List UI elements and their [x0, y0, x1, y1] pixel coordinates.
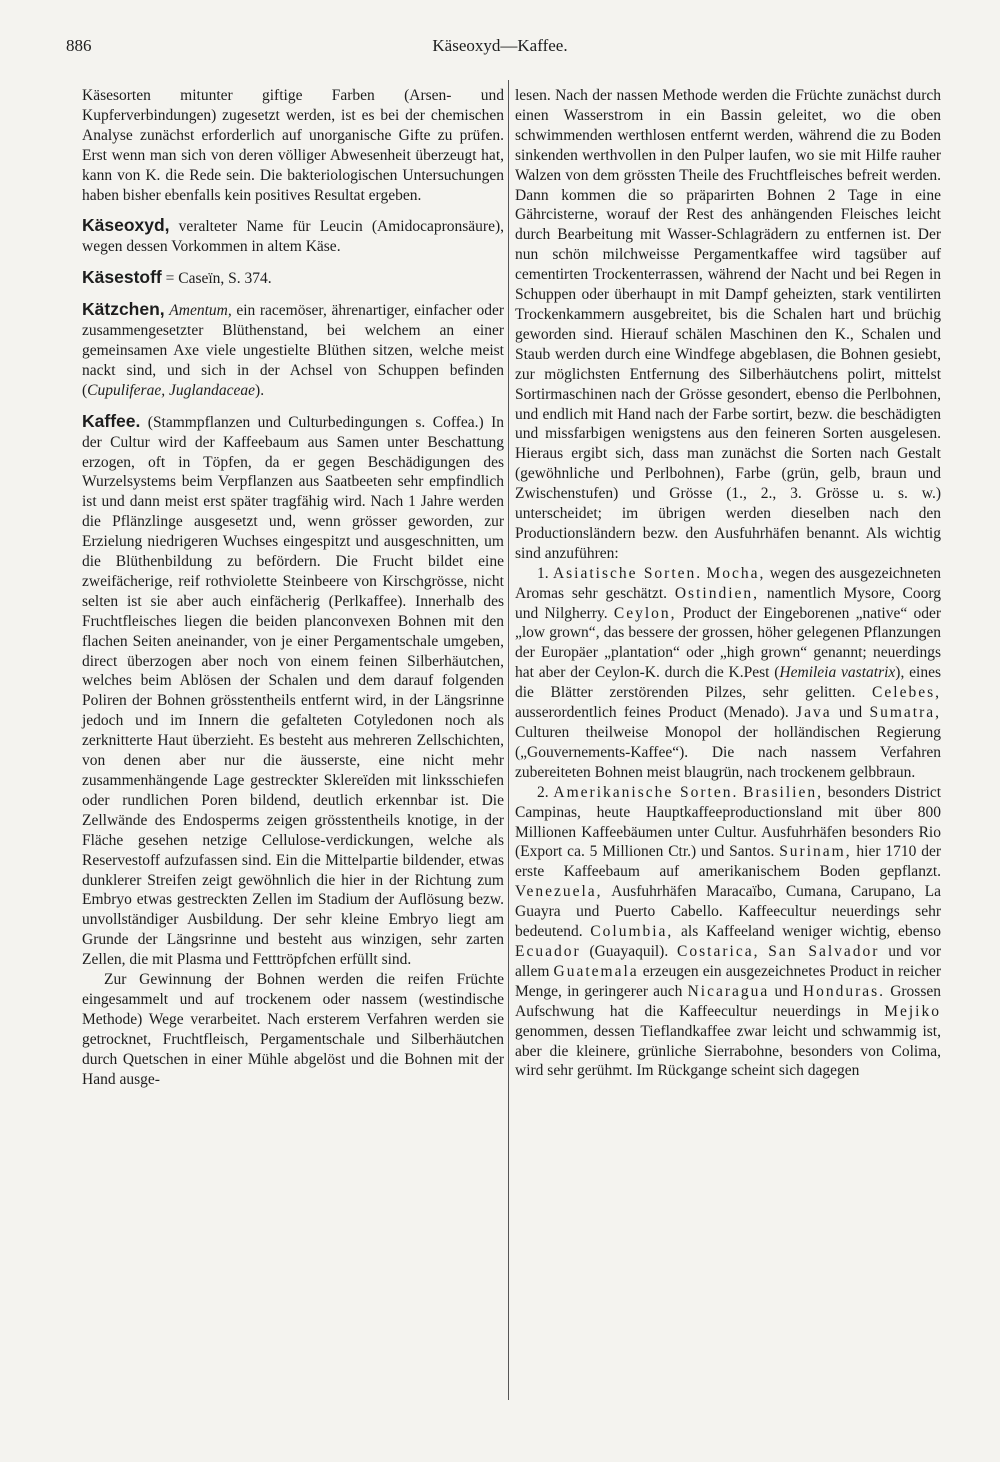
latin-amentum: Amentum, [169, 302, 232, 320]
left-column [82, 86, 504, 1090]
entry-kaesestoff [82, 268, 504, 289]
paragraph-kaesesorten: Käsesorten mitunter giftige Farben (Arsen- und Kupferverbindungen) zugesetzt werden, ist es bei der chemischen Analyse zunächst erforderlich auf unorganische Gifte zu prüfen. Erst wenn man sich von deren völliger Abwesenheit überzeugt hat, kann von K. die Rede sein. Die bakteriologischen Untersuchungen haben bisher ebenfalls kein positives Resultat ergeben. [82, 87, 504, 204]
place-celebes: Celebes, [872, 684, 941, 702]
place-ostindien: Ostindien, [674, 584, 760, 602]
section-number: 1. [537, 564, 553, 582]
text-kaetzchen-end: ). [255, 381, 265, 399]
text-kaesestoff: = Caseïn, S. 374. [161, 270, 272, 288]
place-mocha: Mocha, [706, 564, 766, 582]
text: namentlich Mysore, Coorg und Nilgherry. [515, 584, 941, 622]
text-kaetzchen: ein racemöser, ährenartiger, einfacher oder zusammengesetzter Blüthenstand, bei welchem an einer gemeinsamen Axe viele ungestielte Blüthen sitzen, welche meist nackt sind, und sich in der Achsel von Schuppen befinden ( [82, 302, 504, 399]
place-san-salvador: San Salvador [768, 942, 880, 960]
text: wegen des ausgezeichneten Aromas sehr geschätzt. [515, 564, 941, 602]
headword-kaetzchen: Kätzchen, [82, 299, 165, 320]
running-head: Käseoxyd—Kaffee. [432, 36, 568, 55]
families-kaetzchen: Cupuliferae, Juglandaceae [87, 381, 256, 399]
section-amerikanische-sorten [515, 783, 941, 1082]
column-rule [508, 80, 509, 1400]
text: Culturen theilweise Monopol der holländischen Regierung („Gouvernements-Kaffee“). Die nach nassem Verfahren zubereiteten Bohnen meist blaugrün, nach trockenem gelbbraun. [515, 724, 941, 781]
place-ceylon: Ceylon, [613, 604, 677, 622]
place-columbia: Columbia, [590, 923, 674, 941]
place-mejiko: Mejiko [884, 1002, 941, 1020]
right-column [515, 86, 941, 1081]
latin-hemileia: Hemileia vastatrix [779, 664, 896, 682]
text: erzeugen ein ausgezeichnetes Product in reicher Menge, in geringerer auch [515, 962, 941, 1000]
text: (Guayaquil). [580, 942, 678, 960]
place-honduras: Honduras. [802, 982, 886, 1000]
paragraph-nasse-methode: lesen. Nach der nassen Methode werden die Früchte zunächst durch einen Wasserstrom in ein Bassin geleitet, wo die oben schwimmenden werthlosen entfernt werden, während die zu Boden sinkenden werthvollen in den Pulper laufen, wo sie mit Hilfe rauher Walzen von dem grössten Theile des Fruchtfleisches befreit werden. Dann kommen die so präparirten Bohnen 2 Tage in eine Gährcisterne, worauf der Rest des anhängenden Fleisches leicht durch Bearbeitung mit Wasser-Schlagrädern zu entfernen ist. Der nun schön milchweisse Pergamentkaffee wird tagsüber auf cementirten Trockenterrassen, während der Nacht und bei Regen in Schuppen oder überhaupt in mit Dampf geheizten, stark ventilirten Trockenkammern ausgebreitet, bis die Schalen hart und brüchig geworden sind. Hierauf schälen Maschinen den K., Schalen und Staub werden durch eine Windfege abgeblasen, die Bohnen gesiebt, zur möglichsten Entfernung des Silberhäutchens polirt, mittelst Sortirmaschinen nach der Grösse gesondert, ebenso die Perlbohnen, und endlich mit Hand nach der Farbe sortirt, bezw. die beschädigten und missfarbigen wenigstens aus den feineren Sorten ausgelesen. Hieraus ergibt sich, dass man zunächst die Sorten nach Gestalt (gewöhnliche und Perlbohnen), Farbe (grün, gelb, braun und Zwischenstufen) und Grösse (1., 2., 3. Grösse u. s. w.) unterscheidet; im übrigen werden dieselben nach den Productionsländern bezw. den Ausfuhrhäfen benannt. Als wichtig sind anzuführen: [515, 87, 941, 562]
place-sumatra: Sumatra, [869, 704, 941, 722]
place-costarica: Costarica, [677, 942, 760, 960]
text: hier 1710 der erste Kaffeebaum auf amerikanischem Boden gepflanzt. [515, 843, 941, 881]
text: und vor allem [515, 942, 942, 980]
section-heading-asiatische: Asiatische Sorten. [552, 564, 703, 582]
text: und [831, 704, 870, 722]
text-kaeseoxyd: veralteter Name für Leucin (Amidocapronsäure), wegen dessen Vorkommen in altem Käse. [82, 218, 504, 256]
text: Ausfuhrhäfen Maracaïbo, Cumana, Carupano, La Guayra und Puerto Cabello. Kaffeecultur neuerdings sehr bedeutend. [515, 883, 941, 941]
headword-kaffee: Kaffee. [82, 410, 141, 431]
text: Product der Eingeborenen „native“ oder „low grown“, das bessere der grossen, höher gelegenen Pflanzungen der Europäer „plantation“ oder „high grown“ genannt; neuerdings hat aber der Ceylon-K. durch die K.Pest ( [515, 604, 941, 682]
entry-kaeseoxyd [82, 216, 504, 257]
headword-kaeseoxyd: Käseoxyd, [82, 215, 170, 236]
text: ), eines die Blätter zerstörenden Pilzes, sehr gelitten. [515, 664, 941, 702]
section-number: 2. [537, 783, 554, 801]
paragraph-kaffee-2: Zur Gewinnung der Bohnen werden die reifen Früchte eingesammelt und auf trockenem oder nassem (westindische Methode) Wege verarbeitet. Nach ersterem Verfahren werden sie getrocknet, Fruchtfleisch, Pergamentschale und Silberhäutchen durch Quetschen in einer Mühle abgelöst und die Bohnen mit der Hand ausge- [82, 971, 504, 1088]
text: genommen, dessen Tieflandkaffee zwar leicht und schwammig ist, aber die kleinere, grünliche Sierrabohne, besonders von Colima, wird sehr gerühmt. Im Rückgange scheint sich dagegen [515, 1022, 941, 1080]
section-asiatische-sorten [515, 564, 941, 783]
headword-kaesestoff: Käsestoff [82, 267, 162, 288]
place-venezuela: Venezuela, [515, 883, 603, 901]
place-surinam: Surinam, [779, 843, 852, 861]
place-guatemala: Guatemala [553, 962, 639, 980]
text [759, 943, 768, 960]
text: als Kaffeeland weniger wichtig, ebenso [673, 923, 942, 941]
section-heading-amerikanische: Amerikanische Sorten. [553, 783, 739, 801]
place-java: Java [796, 704, 832, 722]
text-kaffee-1: (Stammpflanzen und Culturbedingungen s. Coffea.) In der Cultur wird der Kaffeebaum aus Samen unter Beschattung erzogen, oft in Töpfen, da er gegen Beschädigungen des Wurzelsystems beim Verpflanzen aus Saatbeeten sehr empfindlich ist und dann meist erst später tragfähig wird. Nach 1 Jahre werden die Pflänzlinge ausgesetzt und, wenn grösser geworden, zur Erzielung niedrigeren Wuchses eingespitzt und ausgeschnitten, um die Blüthenbildung zu befördern. Die Frucht bildet eine zweifächerige, reif rothviolette Steinbeere von Kirschgrösse, nicht selten ist sie aber auch einfächerig (Perlkaffee). Innerhalb des Fruchtfleisches liegen die beiden planconvexen Bohnen mit den flachen Seiten aneinander, von je einer Pergamentschale umgeben, direct überzogen aber noch von einem feinen Silberhäutchen, welches beim Ablösen der Schalen und dem darauf folgenden Poliren der Bohnen grösstentheils entfernt wird, in der Längsrinne jedoch und im Innern die gefalteten Cotyledonen noch als zerknitterte Haut überzieht. Es besteht aus mehreren Zellschichten, von denen aber nur die äusserste, eine nicht mehr zusammenhängende Lage gestreckter Sklereïden mit linksschiefen oder rundlichen Poren bildend, deutlich erkennbar ist. Die Zellwände des Endosperms zeigen grösstentheils knotige, in der Fläche gesehen netzige Cellulose-verdickungen, welche als Reservestoff aufzufassen sind. Ein die Mittelpartie bildender, etwas dunklerer Streifen zeigt gewöhnlich die hier in der Richtung zum Embryo etwas gestreckten Zellen im Stadium der Auflösung bezw. unvollständiger Ausbildung. Der sehr kleine Embryo liegt am Grunde der Längsrinne und besteht aus winzigen, sehr zarten Zellen, die mit Plasma und Fetttröpfchen erfüllt sind. [82, 413, 504, 969]
entry-kaffee [82, 412, 504, 970]
text: besonders District Campinas, heute Hauptkaffeeproductionsland mit über 800 Millionen Kaffeebäumen unter Cultur. Ausfuhrhäfen besonders Rio (Export ca. 5 Millionen Ctr.) und Santos. [515, 783, 942, 861]
place-brasilien: Brasilien, [743, 783, 823, 801]
text: ausserordentlich feines Product (Menado). [515, 704, 797, 722]
place-ecuador: Ecuador [515, 942, 581, 960]
text: Grossen Aufschwung hat die Kaffeecultur neuerdings in [515, 982, 941, 1020]
place-nicaragua: Nicaragua [687, 982, 770, 1000]
entry-kaetzchen [82, 300, 504, 401]
text: und [769, 982, 803, 1000]
page-number: 886 [66, 36, 92, 55]
